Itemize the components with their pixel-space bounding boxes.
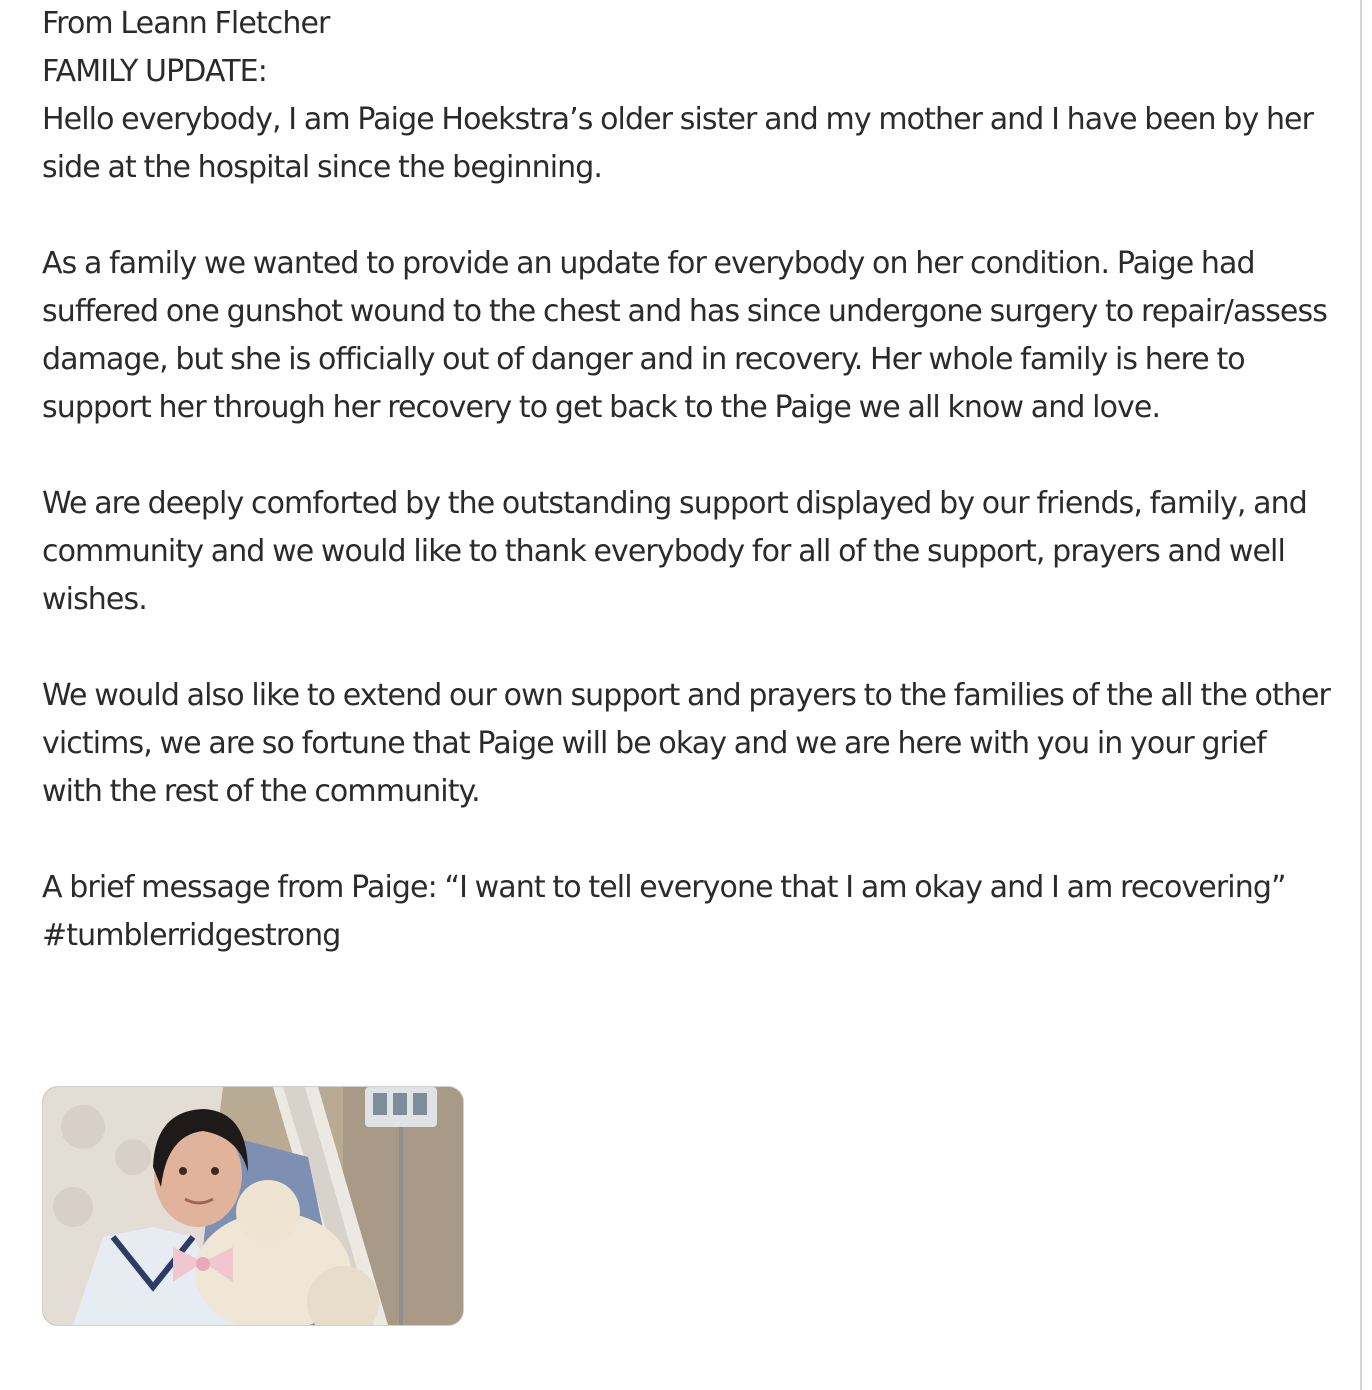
teddy-bear-head (236, 1180, 300, 1244)
post-paragraph: Hello everybody, I am Paige Hoekstra’s older sister and my mother and I have been by her side at the hospital since the beginning. (42, 102, 1314, 185)
window-scrollbar[interactable] (1360, 0, 1372, 1390)
iv-pole (399, 1127, 403, 1325)
blanket-pattern (115, 1139, 151, 1175)
iv-pump-screen (413, 1093, 427, 1115)
iv-pump-screen (373, 1093, 387, 1115)
post-body (42, 0, 1332, 960)
iv-pump-screen (393, 1093, 407, 1115)
paragraph-spacer (42, 624, 1332, 672)
post-photo[interactable] (42, 1086, 464, 1326)
post-hashtag[interactable]: #tumblerridgestrong (42, 918, 341, 953)
paragraph-spacer (42, 432, 1332, 480)
post-paragraph: As a family we wanted to provide an update for everybody on her condition. Paige had suffered one gunshot wound to the chest and has since undergone surgery to repair/assess damage, but she is officially out of danger and in recovery. Her whole family is here to support her through her recovery to get back to the Paige we all know and love. (42, 246, 1327, 425)
pink-bow-knot (196, 1257, 210, 1271)
eye (211, 1167, 219, 1175)
paragraph-spacer (42, 192, 1332, 240)
blanket-pattern (53, 1187, 93, 1227)
eye (179, 1167, 187, 1175)
post-paragraph: A brief message from Paige: “I want to tell everyone that I am okay and I am recovering” (42, 870, 1286, 905)
hospital-photo-image (43, 1087, 463, 1325)
post-paragraph: We would also like to extend our own support and prayers to the families of the all the other victims, we are so fortune that Paige will be okay and we are here with you in your grief with the rest of the community. (42, 678, 1330, 809)
post-heading: FAMILY UPDATE: (42, 54, 267, 89)
blanket-pattern (61, 1105, 105, 1149)
post-paragraph: We are deeply comforted by the outstanding support displayed by our friends, family, and community and we would like to thank everybody for all of the support, prayers and well wishes. (42, 486, 1307, 617)
post-author-line: From Leann Fletcher (42, 6, 330, 41)
paragraph-spacer (42, 816, 1332, 864)
